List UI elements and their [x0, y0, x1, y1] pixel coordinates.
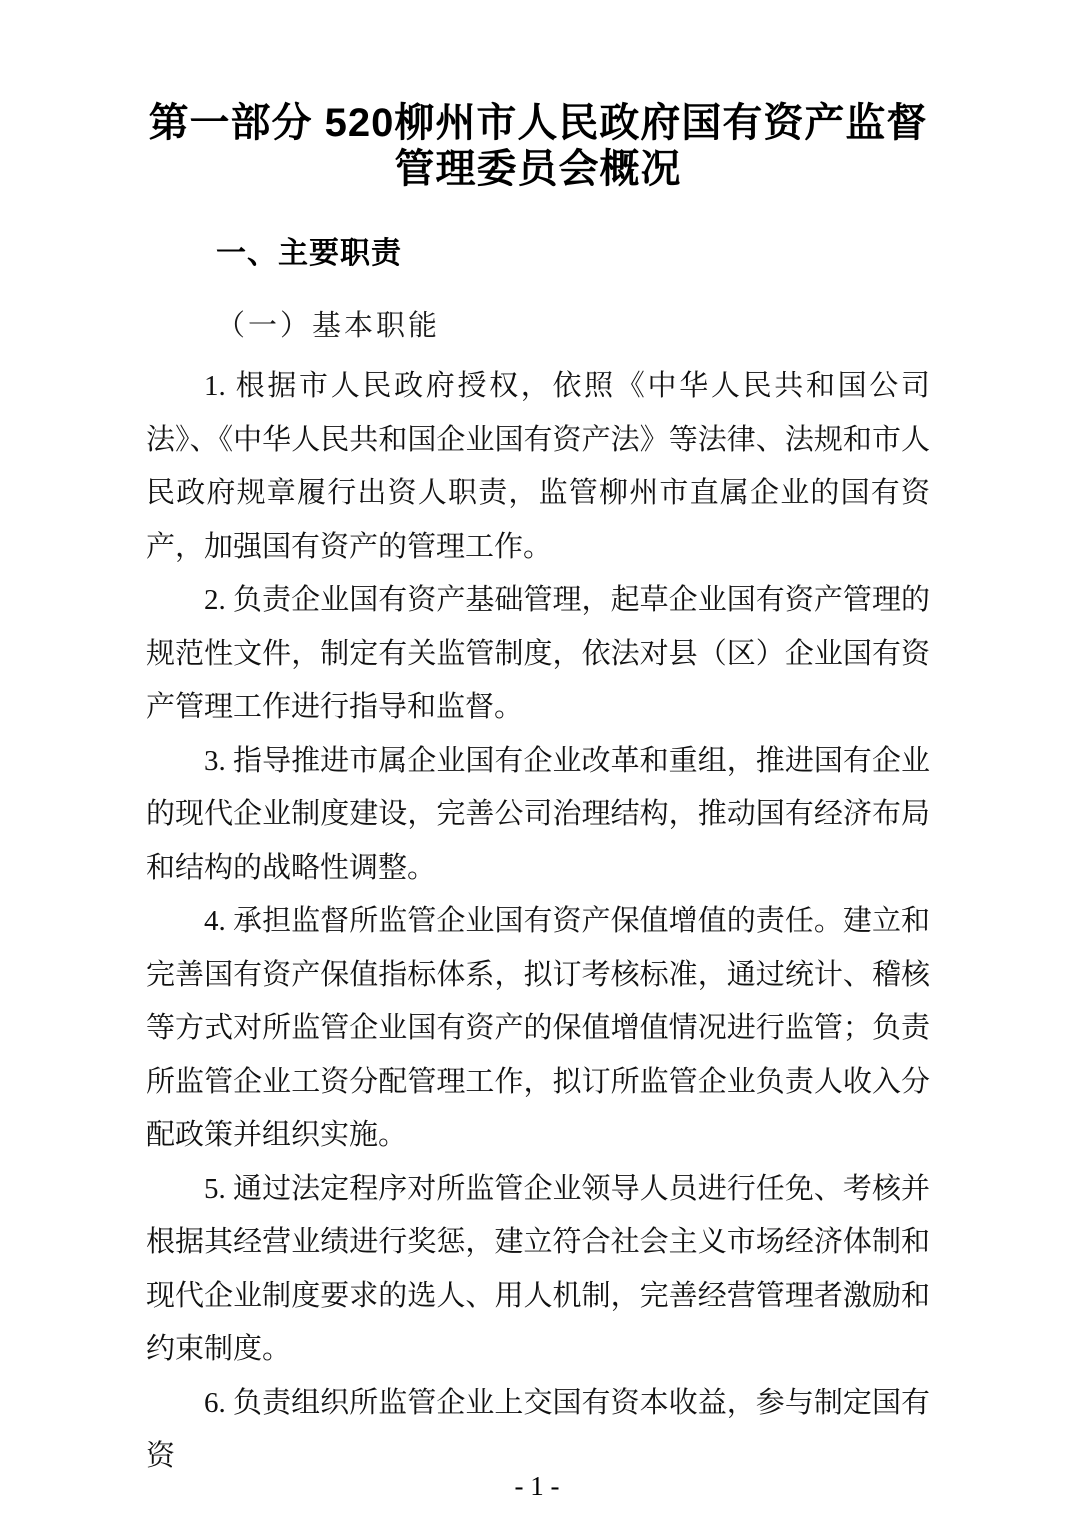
paragraph-2: 2. 负责企业国有资产基础管理，起草企业国有资产管理的规范性文件，制定有关监管制度，依法对县（区）企业国有资产管理工作进行指导和监督。	[146, 584, 930, 723]
section-heading-main-duties: 一、主要职责	[216, 237, 402, 270]
document-body	[146, 360, 930, 1484]
subsection-heading-basic-functions: （一）基本职能	[216, 310, 441, 342]
page-number: - 1 -	[514, 1471, 560, 1501]
document-title: 第一部分 520柳州市人民政府国有资产监督管理委员会概况	[148, 101, 928, 191]
paragraph-5: 5. 通过法定程序对所监管企业领导人员进行任免、考核并根据其经营业绩进行奖惩，建立符合社会主义市场经济体制和现代企业制度要求的选人、用人机制，完善经营管理者激励和约束制度。	[146, 1172, 930, 1365]
paragraph-6: 6. 负责组织所监管企业上交国有资本收益，参与制定国有资	[146, 1386, 930, 1472]
paragraph-3: 3. 指导推进市属企业国有企业改革和重组，推进国有企业的现代企业制度建设，完善公司治理结构，推动国有经济布局和结构的战略性调整。	[146, 744, 930, 884]
paragraph-1: 1. 根据市人民政府授权，依照《中华人民共和国公司法》、《中华人民共和国企业国有资产法》等法律、法规和市人民政府规章履行出资人职责，监管柳州市直属企业的国有资产，加强国有资产的管理工作。	[146, 370, 930, 563]
paragraph-4: 4. 承担监督所监管企业国有资产保值增值的责任。建立和完善国有资产保值指标体系，拟订考核标准，通过统计、稽核等方式对所监管企业国有资产的保值增值情况进行监管；负责所监管企业工资分配管理工作，拟订所监管企业负责人收入分配政策并组织实施。	[146, 905, 930, 1151]
